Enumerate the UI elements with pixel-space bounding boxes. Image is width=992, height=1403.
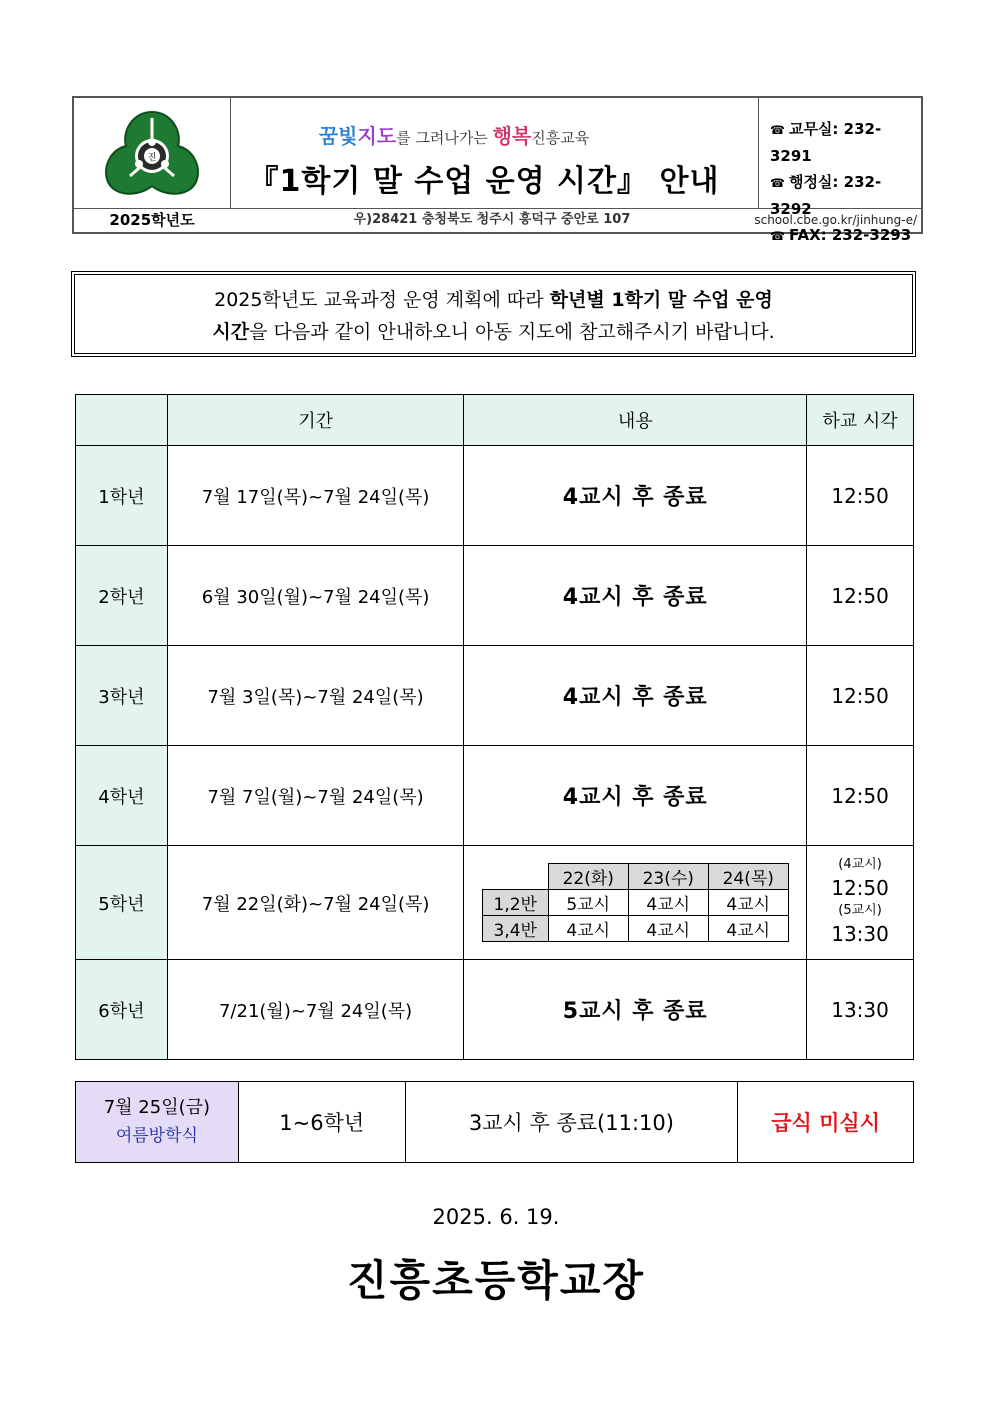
contact-office: ☎ 교무실: 232-3291 <box>770 120 882 165</box>
header-cell-content: 내용 <box>464 395 807 446</box>
intro-box <box>71 271 916 357</box>
closing-event: 여름방학식 <box>115 1126 198 1146</box>
document-date: 2025. 6. 19. <box>432 1205 560 1229</box>
time-note: (4교시) <box>838 856 882 872</box>
table-row <box>76 746 914 846</box>
sub-header-day: 23(수) <box>628 864 708 890</box>
school-year: 2025학년도 <box>109 211 195 229</box>
header-cell-blank <box>76 395 168 446</box>
sub-row-label: 3,4반 <box>482 916 548 942</box>
letterhead <box>72 96 923 244</box>
table-header-row <box>76 395 914 446</box>
time-cell: 12:50 <box>807 646 914 746</box>
class-schedule-cell <box>464 846 807 960</box>
contact-admin: ☎ 행정실: 232-3292 <box>770 173 882 218</box>
time-cell: 13:30 <box>807 960 914 1060</box>
table-row <box>76 960 914 1060</box>
lunch-note-cell: 급식 미실시 <box>738 1082 914 1163</box>
grade-cell: 3학년 <box>76 646 168 746</box>
schedule-table <box>75 394 914 1060</box>
school-address: 우)28421 충청북도 청주시 흥덕구 중안로 107 <box>353 212 631 227</box>
closing-date: 7월 25일(금) <box>103 1097 211 1118</box>
period-cell: 6월 30일(월)~7월 24일(목) <box>167 546 464 646</box>
table-row <box>76 646 914 746</box>
content-cell: 4교시 후 종료 <box>464 746 807 846</box>
time-cell: 12:50 <box>807 546 914 646</box>
closing-day-table <box>75 1081 914 1163</box>
svg-text:진: 진 <box>147 153 157 163</box>
sub-row-label: 1,2반 <box>482 890 548 916</box>
time-cell <box>807 846 914 960</box>
grade-cell: 2학년 <box>76 546 168 646</box>
header-cell-period: 기간 <box>167 395 464 446</box>
header-cell-time: 하교 시각 <box>807 395 914 446</box>
intro-text: 2025학년도 교육과정 운영 계획에 따라 <box>214 289 550 311</box>
intro-text: 을 다음과 같이 안내하오니 아동 지도에 참고해주시기 바랍니다. <box>249 321 775 343</box>
content-cell: 5교시 후 종료 <box>464 960 807 1060</box>
phone-icon: ☎ <box>770 176 785 190</box>
closing-content-cell: 3교시 후 종료(11:10) <box>405 1082 738 1163</box>
sub-header-day: 22(화) <box>548 864 628 890</box>
slogan <box>234 120 674 149</box>
time-cell: 12:50 <box>807 446 914 546</box>
school-url[interactable]: school.cbe.go.kr/jinhung-e/ <box>754 213 917 227</box>
school-logo-icon <box>102 110 202 196</box>
principal-signature: 진흥초등학교장 <box>346 1256 645 1305</box>
sub-cell: 4교시 <box>628 890 708 916</box>
time-cell: 12:50 <box>807 746 914 846</box>
period-cell: 7월 22일(화)~7월 24일(목) <box>167 846 464 960</box>
table-row <box>76 446 914 546</box>
period-cell: 7월 7일(월)~7월 24일(목) <box>167 746 464 846</box>
sub-cell: 4교시 <box>628 916 708 942</box>
sub-cell: 4교시 <box>708 916 788 942</box>
table-row <box>76 846 914 960</box>
phone-icon: ☎ <box>770 229 785 243</box>
slogan-word-4: 행복 <box>492 124 532 148</box>
content-cell: 4교시 후 종료 <box>464 646 807 746</box>
grade-cell: 6학년 <box>76 960 168 1060</box>
period-cell: 7/21(월)~7월 24일(목) <box>167 960 464 1060</box>
grades-cell: 1~6학년 <box>238 1082 405 1163</box>
closing-date-cell <box>76 1082 239 1163</box>
sub-cell: 4교시 <box>708 890 788 916</box>
content-cell: 4교시 후 종료 <box>464 546 807 646</box>
class-schedule-table <box>482 863 789 942</box>
grade-cell: 1학년 <box>76 446 168 546</box>
intro-emphasis: 시간 <box>212 321 250 343</box>
time-note: (5교시) <box>838 902 882 918</box>
slogan-word-1: 꿈빛 <box>318 124 358 148</box>
intro-emphasis: 학년별 1학기 말 수업 운영 <box>549 289 773 311</box>
phone-icon: ☎ <box>770 123 785 137</box>
slogan-word-5: 진흥교육 <box>531 129 590 147</box>
table-row <box>76 546 914 646</box>
sub-cell: 5교시 <box>548 890 628 916</box>
content-cell: 4교시 후 종료 <box>464 446 807 546</box>
time-value: 13:30 <box>831 921 889 946</box>
period-cell: 7월 17일(목)~7월 24일(목) <box>167 446 464 546</box>
contact-fax: ☎ FAX: 232-3293 <box>770 226 912 244</box>
sub-header-blank <box>482 864 548 890</box>
sub-cell: 4교시 <box>548 916 628 942</box>
period-cell: 7월 3일(목)~7월 24일(목) <box>167 646 464 746</box>
grade-cell: 5학년 <box>76 846 168 960</box>
slogan-word-2: 지도 <box>357 124 397 148</box>
slogan-word-3: 를 그려나가는 <box>396 129 493 147</box>
time-value: 12:50 <box>831 875 889 900</box>
grade-cell: 4학년 <box>76 746 168 846</box>
document-title: 『1학기 말 수업 운영 시간』 안내 <box>248 164 720 199</box>
sub-header-day: 24(목) <box>708 864 788 890</box>
